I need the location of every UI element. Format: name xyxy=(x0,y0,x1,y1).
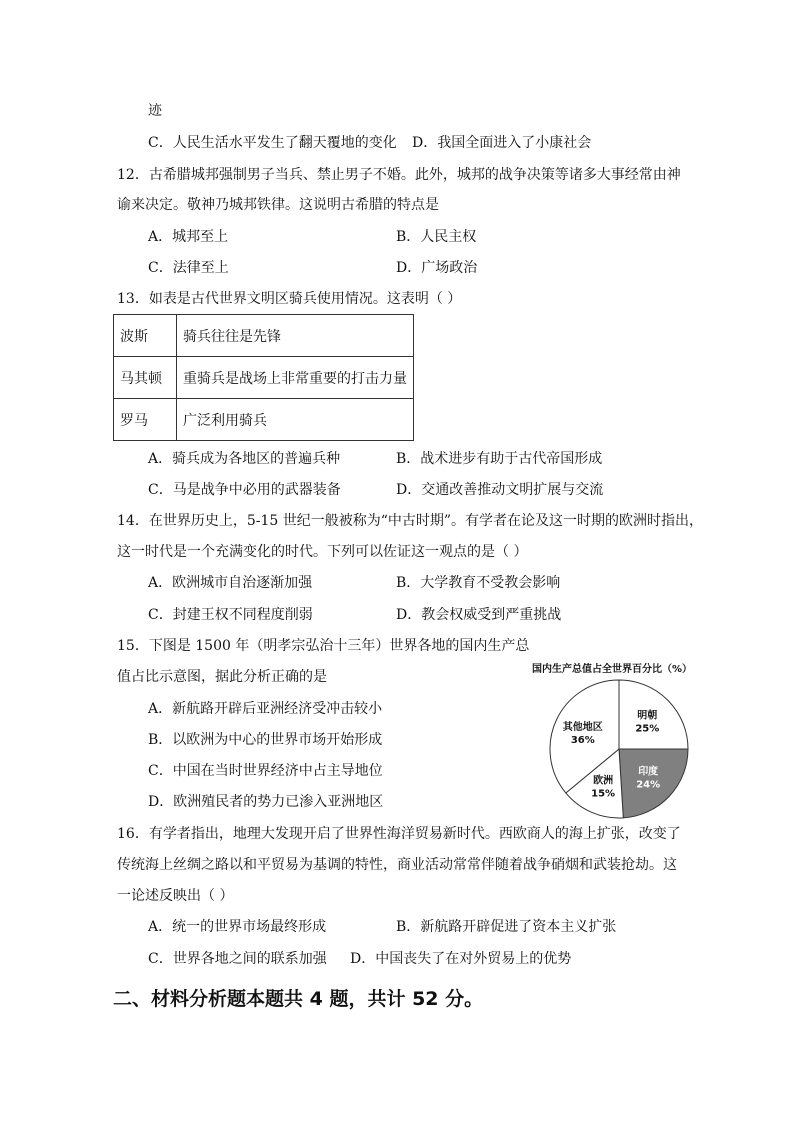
table-cell-description: 广泛利用骑兵 xyxy=(177,399,414,441)
q16-stem-line2: 传统海上丝绸之路以和平贸易为基调的特性，商业活动常常伴随着战争硝烟和武装抢劫。这 xyxy=(117,857,677,873)
table-cell-region: 波斯 xyxy=(114,315,177,357)
pie-slice-label: 欧洲 xyxy=(593,775,614,787)
table-row xyxy=(114,399,414,441)
q13-option-d: D．交通改善推动文明扩展与交流 xyxy=(396,482,604,498)
pie-slice-label: 印度 xyxy=(638,766,659,778)
q16-option-c: C．世界各地之间的联系加强 xyxy=(148,951,327,967)
table-row xyxy=(114,357,414,399)
pie-slice-value-label: 25% xyxy=(635,723,660,735)
q11-option-d: D．我国全面进入了小康社会 xyxy=(412,135,592,151)
table-cell-description: 骑兵往往是先锋 xyxy=(177,315,414,357)
q13-option-c: C．马是战争中必用的武器装备 xyxy=(148,482,341,498)
q15-option-c: C．中国在当时世界经济中占主导地位 xyxy=(148,763,383,779)
table-row xyxy=(114,315,414,357)
q13-option-b: B．战术进步有助于古代帝国形成 xyxy=(396,451,603,467)
pie-slice-label: 明朝 xyxy=(637,710,658,722)
q15-option-d: D．欧洲殖民者的势力已渗入亚洲地区 xyxy=(148,794,384,810)
cavalry-table xyxy=(113,314,414,441)
q15-stem-line2: 值占比示意图，据此分析正确的是 xyxy=(117,669,327,685)
q16-stem-line3: 一论述反映出（ ） xyxy=(117,888,234,904)
section-heading: 二、材料分析题本题共 4 题，共计 52 分。 xyxy=(113,988,484,1010)
table-cell-description: 重骑兵是战场上非常重要的打击力量 xyxy=(177,357,414,399)
q15-option-a: A．新航路开辟后亚洲经济受冲击较小 xyxy=(148,701,383,717)
pie-slice-value-label: 15% xyxy=(591,788,616,800)
q11-line-end: 迹 xyxy=(148,103,162,119)
q14-option-d: D．教会权威受到严重挑战 xyxy=(396,607,562,623)
table-cell-region: 马其顿 xyxy=(114,357,177,399)
pie-chart-title: 国内生产总值占全世界百分比（%） xyxy=(532,664,693,675)
pie-slice-value-label: 24% xyxy=(636,779,661,791)
q14-stem-line2: 这一时代是一个充满变化的时代。下列可以佐证这一观点的是（ ） xyxy=(117,544,528,560)
q12-option-a: A．城邦至上 xyxy=(148,229,229,245)
pie-slice-value-label: 36% xyxy=(570,735,595,746)
q12-option-b: B．人民主权 xyxy=(396,229,477,245)
gdp-pie-chart xyxy=(548,678,690,820)
q13-option-a: A．骑兵成为各地区的普遍兵种 xyxy=(148,451,341,467)
q16-option-a: A．统一的世界市场最终形成 xyxy=(148,919,327,935)
q12-stem-line2: 谕来决定。敬神乃城邦铁律。这说明古希腊的特点是 xyxy=(117,197,439,213)
q15-option-b: B．以欧洲为中心的世界市场开始形成 xyxy=(148,732,383,748)
table-cell-region: 罗马 xyxy=(114,399,177,441)
q13-stem: 13．如表是古代世界文明区骑兵使用情况。这表明（ ） xyxy=(117,291,462,307)
q15-stem-line1: 15．下图是 1500 年（明孝宗弘治十三年）世界各地的国内生产总 xyxy=(117,638,530,654)
q12-stem-line1: 12．古希腊城邦强制男子当兵、禁止男子不婚。此外，城邦的战争决策等诸多大事经常由神 xyxy=(117,167,681,183)
q14-stem-line1: 14．在世界历史上，5-15 世纪一般被称为“中古时期”。有学者在论及这一时期的欧洲时指出， xyxy=(117,513,704,529)
q14-option-b: B．大学教育不受教会影响 xyxy=(396,575,561,591)
q12-option-d: D．广场政治 xyxy=(396,260,478,276)
q14-option-a: A．欧洲城市自治逐渐加强 xyxy=(148,575,313,591)
q16-option-b: B．新航路开辟促进了资本主义扩张 xyxy=(396,919,617,935)
q12-option-c: C．法律至上 xyxy=(148,260,229,276)
q11-option-c: C．人民生活水平发生了翻天覆地的变化 xyxy=(148,135,397,151)
q16-stem-line1: 16．有学者指出，地理大发现开启了世界性海洋贸易新时代。西欧商人的海上扩张，改变了 xyxy=(117,826,681,842)
pie-slice-label: 其他地区 xyxy=(562,722,603,733)
q14-option-c: C．封建王权不同程度削弱 xyxy=(148,607,313,623)
q16-option-d: D．中国丧失了在对外贸易上的优势 xyxy=(350,951,572,967)
